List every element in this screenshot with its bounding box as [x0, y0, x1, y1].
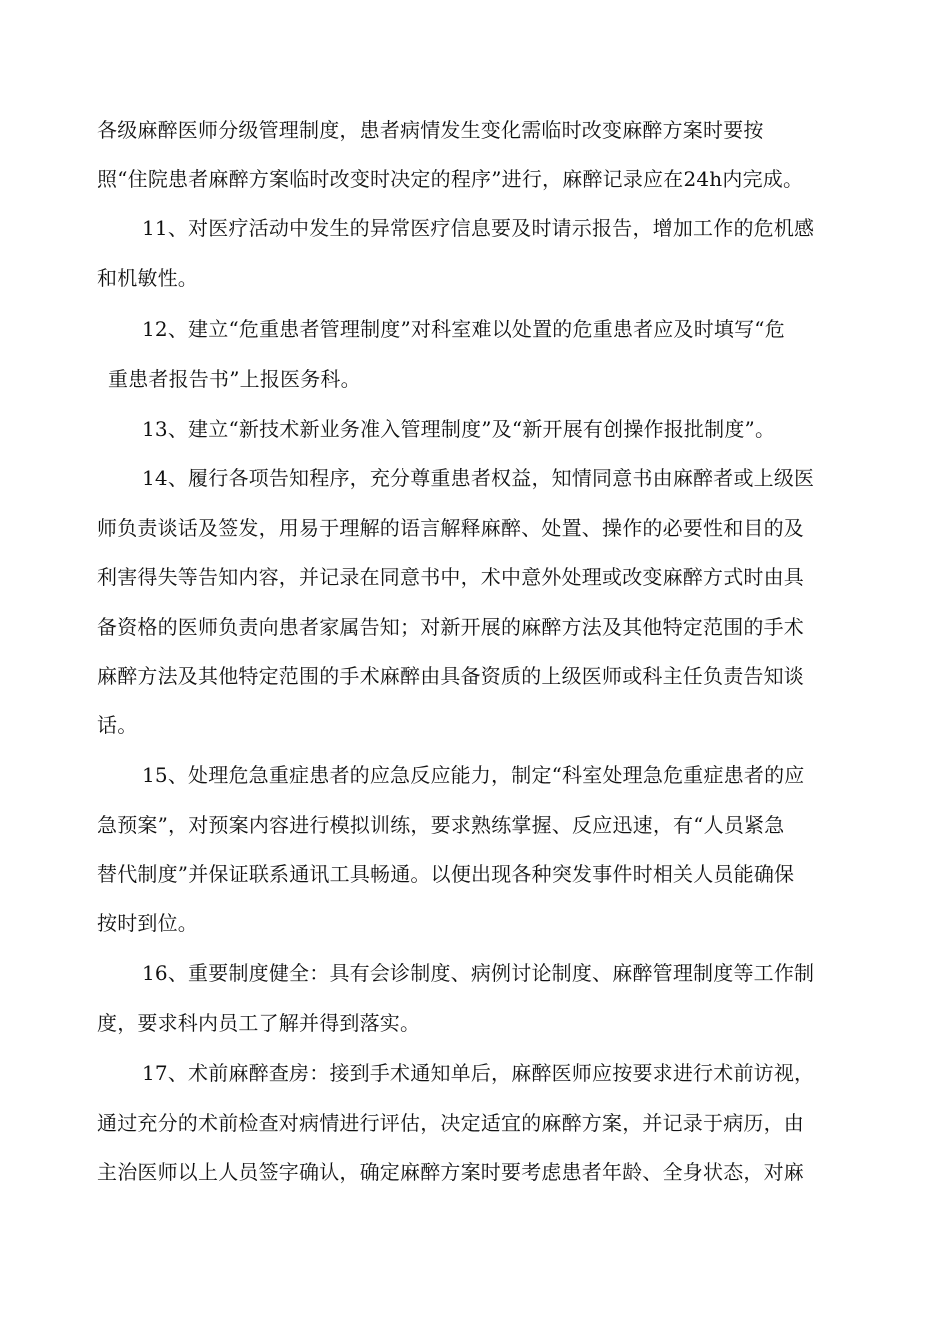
paragraph-17-line-3: 主治医师以上人员签字确认，确定麻醉方案时要考虑患者年龄、全身状态，对麻 — [97, 1160, 804, 1184]
paragraph-15-line-2: 急预案”，对预案内容进行模拟训练，要求熟练掌握、反应迅速，有“人员紧急 — [97, 813, 785, 837]
paragraph-12-line-1: 12、建立“危重患者管理制度”对科室难以处置的危重患者应及时填写“危 — [142, 317, 785, 341]
paragraph-11-line-2: 和机敏性。 — [97, 266, 198, 290]
paragraph-17-line-2: 通过充分的术前检查对病情进行评估，决定适宜的麻醉方案，并记录于病历，由 — [97, 1111, 804, 1135]
paragraph-16-line-1: 16、重要制度健全：具有会诊制度、病例讨论制度、麻醉管理制度等工作制 — [142, 961, 815, 985]
paragraph-13-line-1: 13、建立“新技术新业务准入管理制度”及“新开展有创操作报批制度”。 — [142, 417, 776, 441]
paragraph-11-line-1: 11、对医疗活动中发生的异常医疗信息要及时请示报告，增加工作的危机感 — [142, 216, 815, 240]
paragraph-14-line-4: 备资格的医师负责向患者家属告知；对新开展的麻醉方法及其他特定范围的手术 — [97, 615, 804, 639]
paragraph-14-line-1: 14、履行各项告知程序，充分尊重患者权益，知情同意书由麻醉者或上级医 — [142, 466, 815, 490]
text-line-1: 各级麻醉医师分级管理制度，患者病情发生变化需临时改变麻醉方案时要按 — [97, 118, 764, 142]
paragraph-14-line-2: 师负责谈话及签发，用易于理解的语言解释麻醉、处置、操作的必要性和目的及 — [97, 516, 804, 540]
text-line-2: 照“住院患者麻醉方案临时改变时决定的程序”进行，麻醉记录应在24h内完成。 — [97, 167, 804, 191]
paragraph-17-line-1: 17、术前麻醉查房：接到手术通知单后，麻醉医师应按要求进行术前访视， — [142, 1061, 815, 1085]
paragraph-15-line-4: 按时到位。 — [97, 911, 198, 935]
paragraph-15-line-1: 15、处理危急重症患者的应急反应能力，制定“科室处理急危重症患者的应 — [142, 763, 805, 787]
paragraph-16-line-2: 度，要求科内员工了解并得到落实。 — [97, 1011, 421, 1035]
paragraph-15-line-3: 替代制度”并保证联系通讯工具畅通。以便出现各种突发事件时相关人员能确保 — [97, 862, 795, 886]
paragraph-12-line-2: 重患者报告书”上报医务科。 — [108, 367, 361, 391]
paragraph-14-line-3: 利害得失等告知内容，并记录在同意书中，术中意外处理或改变麻醉方式时由具 — [97, 565, 804, 589]
paragraph-14-line-6: 话。 — [97, 713, 138, 737]
paragraph-14-line-5: 麻醉方法及其他特定范围的手术麻醉由具备资质的上级医师或科主任负责告知谈 — [97, 664, 804, 688]
